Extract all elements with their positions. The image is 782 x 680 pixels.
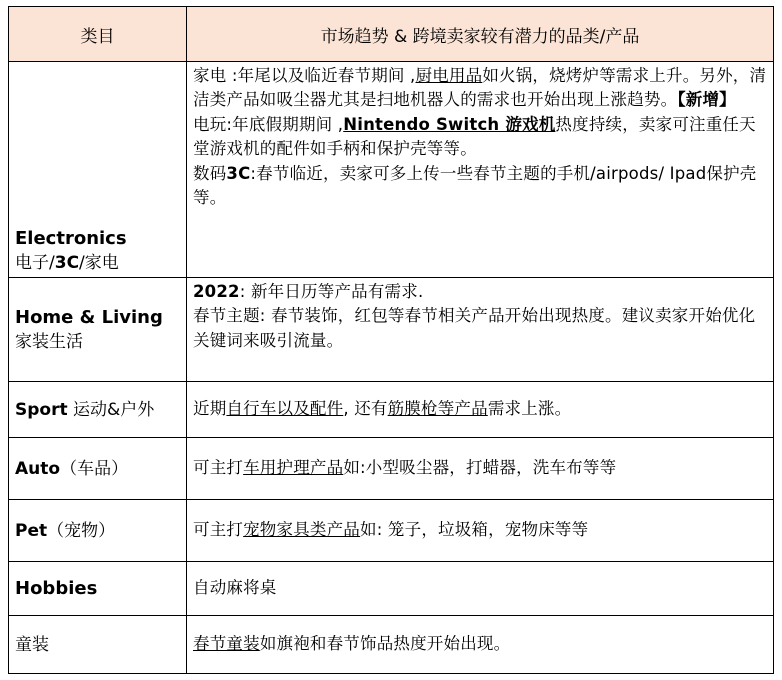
text: 电玩:年底假期期间 ,	[193, 114, 344, 134]
category-electronics	[9, 62, 187, 277]
header-trend-label: 市场趋势 & 跨境卖家较有潜力的品类/产品	[320, 26, 640, 47]
table-row-home	[8, 278, 774, 382]
header-category-label: 类目	[80, 26, 115, 47]
text: 如火锅，烧烤炉等需求上升。另外，清洁类产品如吸尘器尤其是扫地机器人的需求也开始出现上涨趋势。	[193, 66, 767, 110]
bold-text: 2022	[193, 282, 240, 301]
underlined-text: Nintendo Switch 游戏机	[343, 114, 556, 134]
header-category	[9, 7, 187, 61]
category-zh-bold: 3C	[54, 253, 80, 273]
table-row-electronics	[8, 62, 774, 278]
paragraph-pet	[193, 518, 767, 542]
trend-hobbies	[187, 562, 773, 615]
trend-table	[8, 6, 774, 674]
text: 可主打	[193, 520, 244, 540]
table-header-row	[8, 6, 774, 62]
trend-kids	[187, 616, 773, 673]
category-en: Electronics	[15, 228, 127, 249]
table-row-auto	[8, 438, 774, 500]
text: 热度持续，卖家可注重任天堂游戏机的配件如手柄和保护壳等等。	[193, 114, 756, 159]
paragraph-calendar	[193, 280, 767, 304]
category-en: Auto	[15, 458, 61, 479]
category-en: Pet	[15, 520, 48, 541]
category-label	[15, 397, 180, 423]
paragraph-spring-festival: 春节主题: 春节装饰，红包等春节相关产品开始出现热度。建议卖家开始优化关键词来吸引流量。	[193, 306, 756, 350]
paragraph-auto	[193, 456, 767, 480]
category-pet	[9, 500, 187, 561]
category-label	[15, 456, 180, 482]
text: 数码	[193, 163, 227, 183]
category-zh-part: /家电	[79, 253, 119, 273]
header-trend	[187, 7, 773, 61]
text: : 新年日历等产品有需求.	[239, 282, 424, 301]
trend-auto	[187, 438, 773, 499]
underlined-text: 车用护理产品	[243, 458, 344, 478]
new-tag: 【新增】	[677, 90, 736, 110]
table-row-hobbies	[8, 562, 774, 616]
text: 如: 笼子，垃圾箱，宠物床等等	[360, 520, 589, 540]
paragraph-sport	[193, 397, 767, 421]
trend-electronics	[187, 62, 773, 277]
table-row-kids	[8, 616, 774, 674]
paragraph-games	[193, 113, 767, 162]
paragraph-hobbies: 自动麻将桌	[193, 578, 277, 598]
category-label	[15, 518, 180, 544]
text: 可主打	[193, 458, 244, 478]
trend-sport	[187, 382, 773, 437]
trend-pet	[187, 500, 773, 561]
category-auto	[9, 438, 187, 499]
trend-home	[187, 278, 773, 381]
category-zh: 童装	[15, 634, 49, 655]
category-zh-part: 电子/	[15, 253, 55, 273]
underlined-text: 自行车以及配件	[226, 399, 344, 419]
category-hobbies	[9, 562, 187, 615]
text: 如:小型吸尘器，打蜡器，洗车布等等	[343, 458, 617, 478]
text: 近期	[193, 399, 227, 419]
text: , 还有	[343, 399, 388, 419]
bold-text: 3C	[226, 163, 251, 183]
category-zh: 运动&户外	[67, 399, 155, 420]
text: 如旗袍和春节饰品热度开始出现。	[259, 634, 511, 654]
text: 需求上涨。	[487, 399, 572, 419]
paragraph-kids	[193, 632, 767, 656]
paragraph-digital	[193, 162, 767, 211]
category-zh: 家装生活	[15, 331, 83, 352]
category-en: Hobbies	[15, 577, 98, 599]
table-row-sport	[8, 382, 774, 438]
category-home	[9, 278, 187, 381]
category-zh: （宠物）	[47, 520, 116, 541]
category-en: Home & Living	[15, 306, 163, 328]
category-zh	[15, 251, 180, 275]
category-en: Sport	[15, 399, 68, 420]
table-row-pet	[8, 500, 774, 562]
paragraph-appliances	[193, 64, 767, 113]
text: 家电 :年尾以及临近春节期间 ,	[193, 66, 416, 85]
category-zh: （车品）	[60, 458, 129, 479]
category-kids	[9, 616, 187, 673]
underlined-text: 厨电用品	[415, 66, 483, 85]
category-sport	[9, 382, 187, 437]
underlined-text: 筋膜枪等产品	[387, 399, 488, 419]
text: :春节临近，卖家可多上传一些春节主题的手机/airpods/ Ipad保护壳等。	[193, 163, 757, 208]
underlined-text: 宠物家具类产品	[243, 520, 361, 540]
underlined-text: 春节童装	[193, 634, 260, 654]
